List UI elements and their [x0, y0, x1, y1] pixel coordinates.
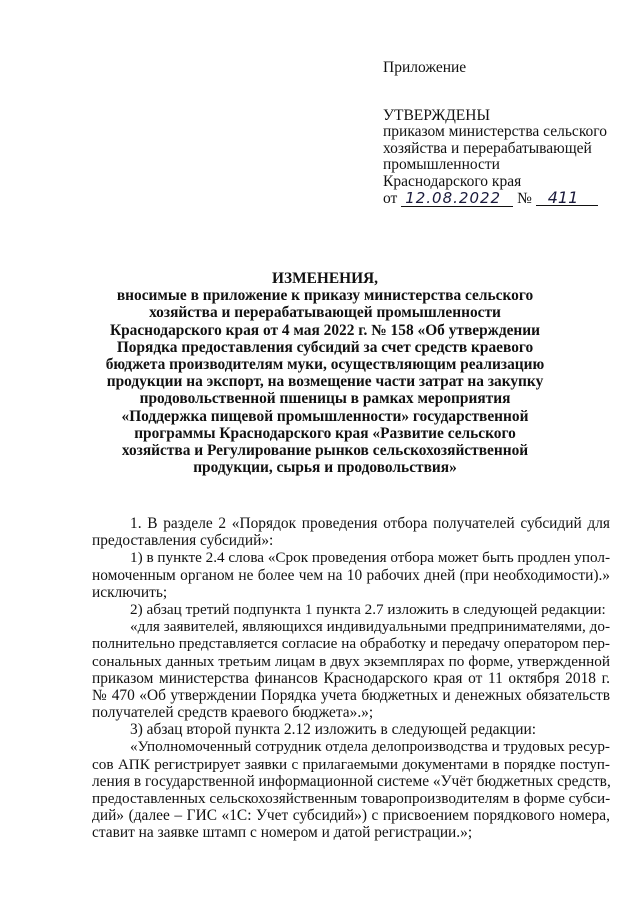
approval-line: промышленности [383, 156, 500, 173]
handwritten-date: 12.08.2022 [401, 191, 513, 207]
body-line: ления в государственной информационной системе «Учёт бюджетных средств, [92, 772, 611, 790]
handwritten-number: 411 [536, 190, 598, 206]
title-line: программы Краснодарского края «Развитие сельского [134, 424, 516, 442]
body-line: 1) в пункте 2.4 слова «Срок проведения отбора может быть продлен упол- [130, 549, 611, 567]
body-line: сов АПК регистрирует заявки с прилагаемыми документами в порядке поступ- [92, 755, 610, 773]
order-date-number-line [383, 190, 623, 208]
body-line: предоставления субсидий»: [92, 532, 274, 550]
title-heading: ИЗМЕНЕНИЯ, [271, 270, 379, 287]
appendix-label: Приложение [383, 59, 467, 76]
title-line: продукции, сырья и продовольствия» [193, 459, 457, 477]
document-title [90, 270, 560, 476]
approved-label: УТВЕРЖДЕНЫ [383, 106, 490, 124]
body-line: полнительно представляется согласие на обработку и передачу оператором пер- [92, 635, 610, 653]
date-prefix: от [383, 190, 398, 207]
approval-block [383, 60, 623, 208]
body-text [92, 515, 610, 842]
title-line: продукции на экспорт, на возмещение части затрат на закупку [106, 373, 544, 391]
number-prefix: № [517, 190, 532, 207]
body-line: исключить; [92, 583, 168, 601]
title-line: продовольственной пшеницы в рамках мероприятия [139, 390, 511, 408]
body-line: приказом министерства финансов Краснодарского края от 11 октября 2018 г. [92, 669, 610, 687]
title-line: хозяйства и Регулирование рынков сельскохозяйственной [121, 442, 529, 460]
body-line: предоставленных сельскохозяйственным товаропроизводителям в форме субси- [92, 790, 611, 807]
body-line: дий» (далее – ГИС «1С: Учет субсидий») с присвоением порядкового номера, [92, 807, 610, 825]
title-line: Краснодарского края от 4 мая 2022 г. № 158 «Об утверждении [109, 321, 541, 339]
title-line: хозяйства и перерабатывающей промышленности [149, 304, 501, 322]
body-line: ставит на заявке штамп с номером и датой регистрации.»; [92, 824, 473, 842]
body-line: № 470 «Об утверждении Порядка учета бюджетных и денежных обязательств [92, 686, 610, 704]
body-line: получателей средств краевого бюджета».»; [92, 704, 374, 722]
title-line: вносимые в приложение к приказу министерства сельского [116, 287, 534, 305]
body-line: сональных данных третьим лицам в двух экземплярах по форме, утвержденной [92, 652, 610, 670]
title-line: Порядка предоставления субсидий за счет средств краевого [116, 338, 534, 356]
approval-line: приказом министерства сельского [383, 123, 608, 140]
body-line: «Уполномоченный сотрудник отдела делопроизводства и трудовых ресур- [130, 738, 610, 756]
body-line: номоченным органом не более чем на 10 рабочих дней (при необходимости).» [92, 566, 610, 584]
approval-line: хозяйства и перерабатывающей [383, 139, 592, 157]
body-line: 1. В разделе 2 «Порядок проведения отбора получателей субсидий для [130, 515, 610, 532]
title-line: «Поддержка пищевой промышленности» государственной [121, 407, 529, 425]
body-line: 2) абзац третий подпункта 1 пункта 2.7 изложить в следующей редакции: [130, 600, 606, 618]
body-line: 3) абзац второй пункта 2.12 изложить в следующей редакции: [130, 721, 536, 739]
title-line: бюджета производителям муки, осуществляющим реализацию [105, 356, 545, 374]
approval-line: Краснодарского края [383, 172, 522, 190]
body-line: «для заявителей, являющихся индивидуальными предпринимателями, до- [130, 618, 610, 636]
